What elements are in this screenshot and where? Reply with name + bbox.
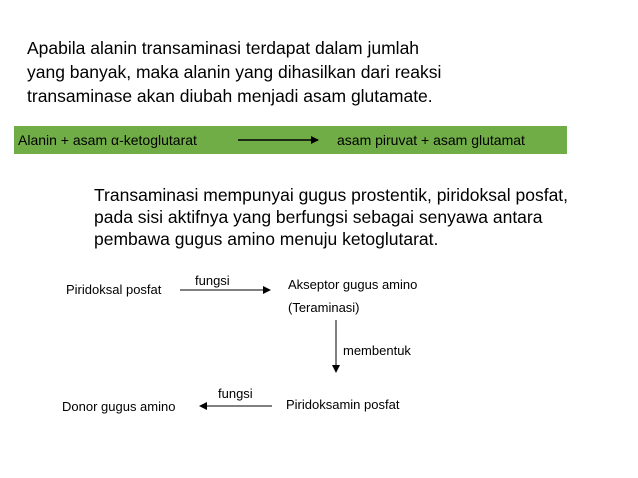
edge-label-fungsi-bottom: fungsi bbox=[218, 386, 253, 401]
node-piridoksamin-posfat: Piridoksamin posfat bbox=[286, 397, 400, 412]
edge-label-fungsi-top: fungsi bbox=[195, 273, 230, 288]
node-akseptor-gugus-amino: Akseptor gugus amino bbox=[288, 277, 418, 292]
intro-line-1: Apabila alanin transaminasi terdapat dalam jumlah bbox=[27, 38, 420, 58]
node-akseptor-teraminasi: (Teraminasi) bbox=[288, 300, 360, 315]
reaction-products: asam piruvat + asam glutamat bbox=[337, 132, 525, 148]
intro-line-2: yang banyak, maka alanin yang dihasilkan dari reaksi bbox=[27, 62, 442, 82]
node-piridoksal-posfat: Piridoksal posfat bbox=[66, 282, 162, 297]
reaction-reactants: Alanin + asam α-ketoglutarat bbox=[18, 132, 197, 148]
node-donor-gugus-amino: Donor gugus amino bbox=[62, 399, 176, 414]
edge-label-membentuk: membentuk bbox=[343, 343, 411, 358]
paragraph-line-1: Transaminasi mempunyai gugus prostentik, piridoksal posfat, bbox=[94, 185, 569, 205]
intro-line-3: transaminase akan diubah menjadi asam glutamate. bbox=[27, 86, 433, 106]
paragraph-line-2: pada sisi aktifnya yang berfungsi sebagai senyawa antara bbox=[94, 207, 543, 227]
paragraph-line-3: pembawa gugus amino menuju ketoglutarat. bbox=[94, 229, 439, 249]
